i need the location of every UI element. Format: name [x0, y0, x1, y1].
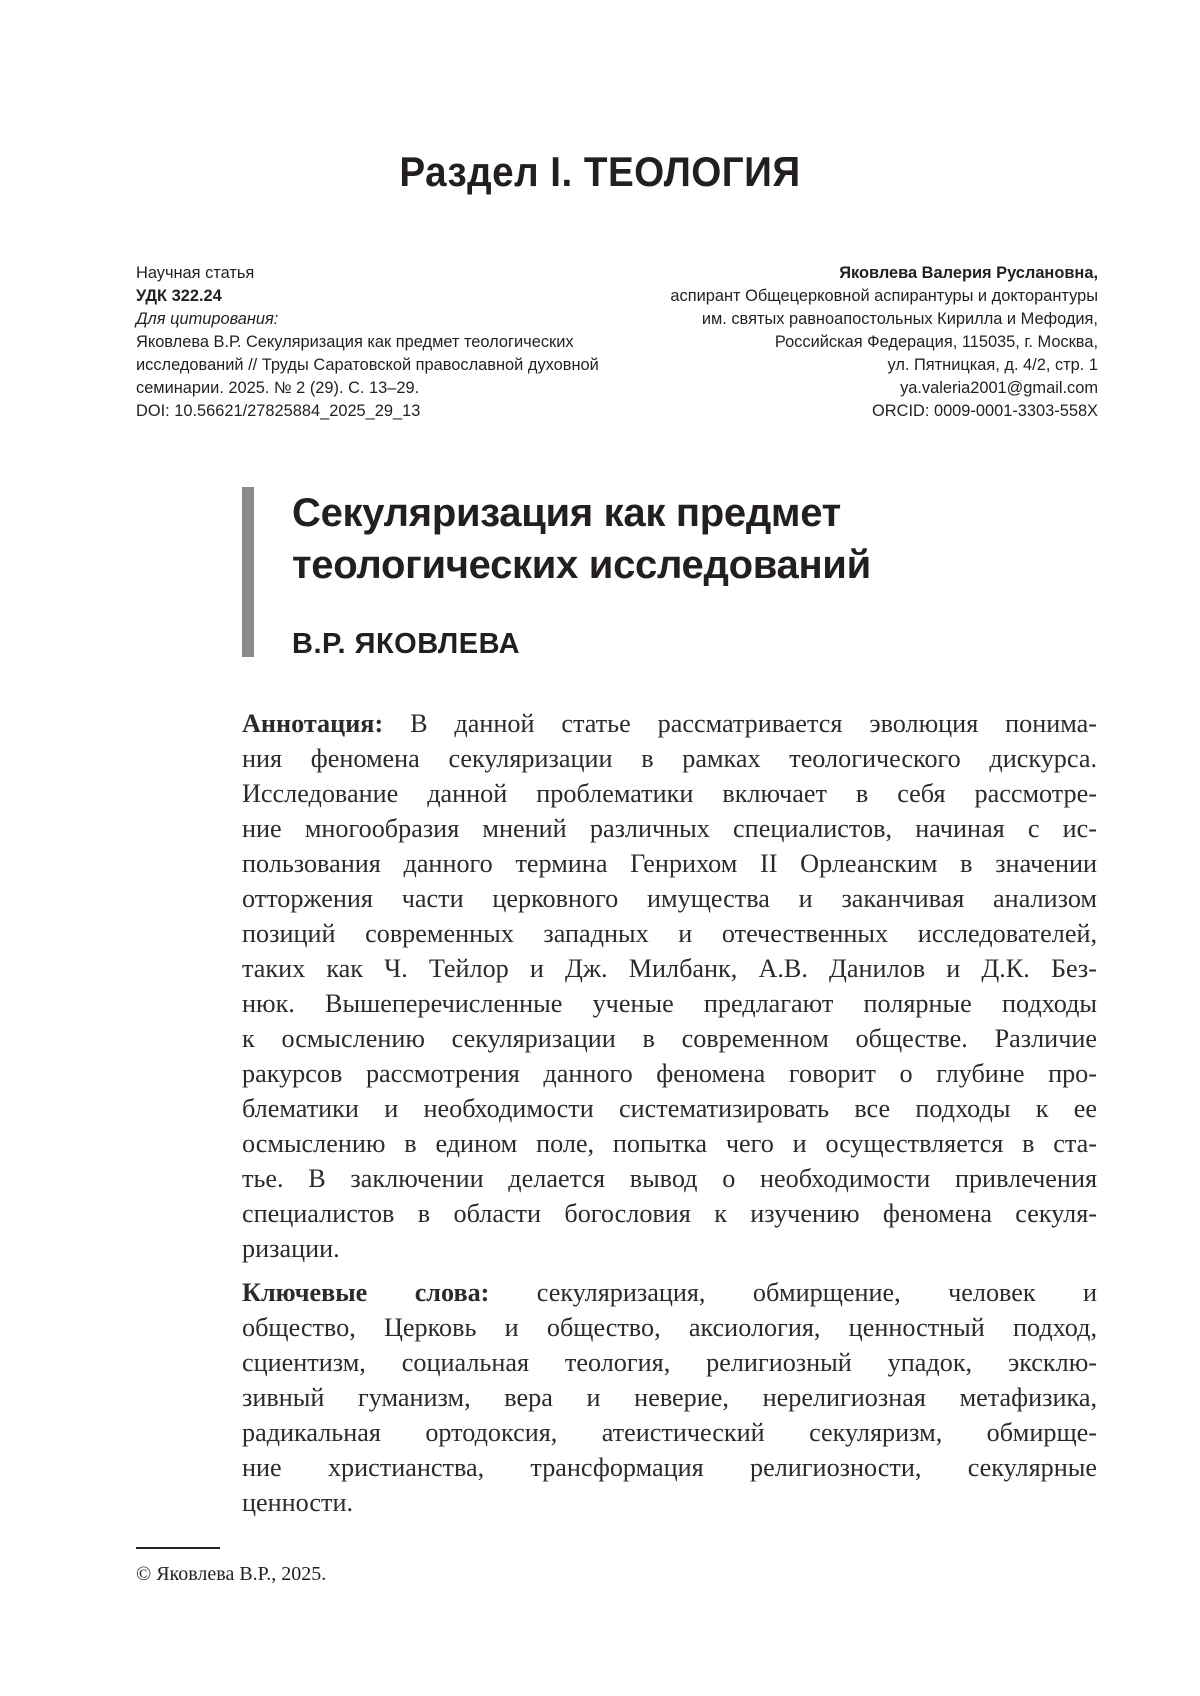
- copyright-notice: © Яковлева В.Р., 2025.: [136, 1563, 327, 1585]
- doi: DOI: 10.56621/27825884_2025_29_13: [136, 402, 421, 420]
- abstract-line: пользования данного термина Генрихом II Орлеанским в значении: [242, 849, 1097, 878]
- article-title-line: Секуляризация как предмет: [292, 491, 841, 535]
- keywords-line: зивный гуманизм, вера и неверие, нерелигиозная метафизика,: [242, 1383, 1097, 1412]
- citation-line: семинарии. 2025. № 2 (29). С. 13–29.: [136, 379, 420, 397]
- abstract-label: Аннотация:: [242, 709, 384, 738]
- section-heading: Раздел I. ТЕОЛОГИЯ: [399, 148, 801, 195]
- abstract-line: Аннотация: В данной статье рассматривается эволюция понима-: [242, 709, 1097, 738]
- keywords-line: общество, Церковь и общество, аксиология, ценностный подход,: [242, 1313, 1097, 1342]
- citation-block: [136, 262, 656, 423]
- article-title: [292, 487, 1112, 591]
- keywords-line: радикальная ортодоксия, атеистический секуляризм, обмирще-: [242, 1418, 1097, 1447]
- keywords: [242, 1275, 1097, 1520]
- abstract-line: ризации.: [242, 1234, 340, 1263]
- article-author: В.Р. ЯКОВЛЕВА: [292, 628, 521, 660]
- citation-label: Для цитирования:: [136, 310, 279, 328]
- abstract-line: блематики и необходимости систематизировать все подходы к ее: [242, 1094, 1097, 1123]
- author-affiliation-line: им. святых равноапостольных Кирилла и Мефодия,: [701, 310, 1098, 328]
- keywords-line: ние христианства, трансформация религиозности, секулярные: [242, 1453, 1097, 1482]
- abstract-line: специалистов в области богословия к изучению феномена секуля-: [242, 1199, 1097, 1228]
- abstract-line: ракурсов рассмотрения данного феномена говорит о глубине про-: [242, 1059, 1097, 1088]
- keywords-line: ценности.: [242, 1488, 354, 1517]
- author-affiliation-line: аспирант Общецерковной аспирантуры и докторантуры: [670, 287, 1098, 305]
- abstract-line: позиций современных западных и отечественных исследователей,: [242, 919, 1097, 948]
- abstract-line: таких как Ч. Тейлор и Дж. Милбанк, А.В. Данилов и Д.К. Без-: [242, 954, 1097, 983]
- abstract-line: осмыслению в едином поле, попытка чего и осуществляется в ста-: [242, 1129, 1097, 1158]
- author-info-block: [598, 262, 1098, 423]
- abstract-line: ния феномена секуляризации в рамках теологического дискурса.: [242, 744, 1097, 773]
- article-title-line: теологических исследований: [292, 543, 871, 587]
- keywords-line: Ключевые слова: секуляризация, обмирщение, человек и: [242, 1278, 1097, 1307]
- title-accent-bar: [242, 487, 254, 657]
- citation-line: Яковлева В.Р. Секуляризация как предмет теологических: [136, 333, 574, 351]
- article-type: Научная статья: [136, 264, 255, 282]
- abstract-line: Исследование данной проблематики включает в себя рассмотре-: [242, 779, 1097, 808]
- author-address-line: ул. Пятницкая, д. 4/2, стр. 1: [887, 356, 1098, 374]
- author-full-name: Яковлева Валерия Руслановна,: [839, 264, 1098, 282]
- footnote-divider: [136, 1547, 220, 1549]
- citation-line: исследований // Труды Саратовской православной духовной: [136, 356, 599, 374]
- author-address-line: Российская Федерация, 115035, г. Москва,: [774, 333, 1098, 351]
- abstract-line: к осмыслению секуляризации в современном обществе. Различие: [242, 1024, 1097, 1053]
- author-orcid: ORCID: 0009-0001-3303-558X: [872, 402, 1098, 420]
- abstract: [242, 706, 1097, 1266]
- keywords-line: сциентизм, социальная теология, религиозный упадок, эксклю-: [242, 1348, 1097, 1377]
- abstract-line: тье. В заключении делается вывод о необходимости привлечения: [242, 1164, 1097, 1193]
- keywords-label: Ключевые слова:: [242, 1278, 490, 1307]
- abstract-line: ние многообразия мнений различных специалистов, начиная с ис-: [242, 814, 1097, 843]
- abstract-line: отторжения части церковного имущества и заканчивая анализом: [242, 884, 1097, 913]
- udc-code: УДК 322.24: [136, 287, 222, 305]
- author-email: ya.valeria2001@gmail.com: [900, 379, 1098, 397]
- abstract-line: нюк. Вышеперечисленные ученые предлагают полярные подходы: [242, 989, 1097, 1018]
